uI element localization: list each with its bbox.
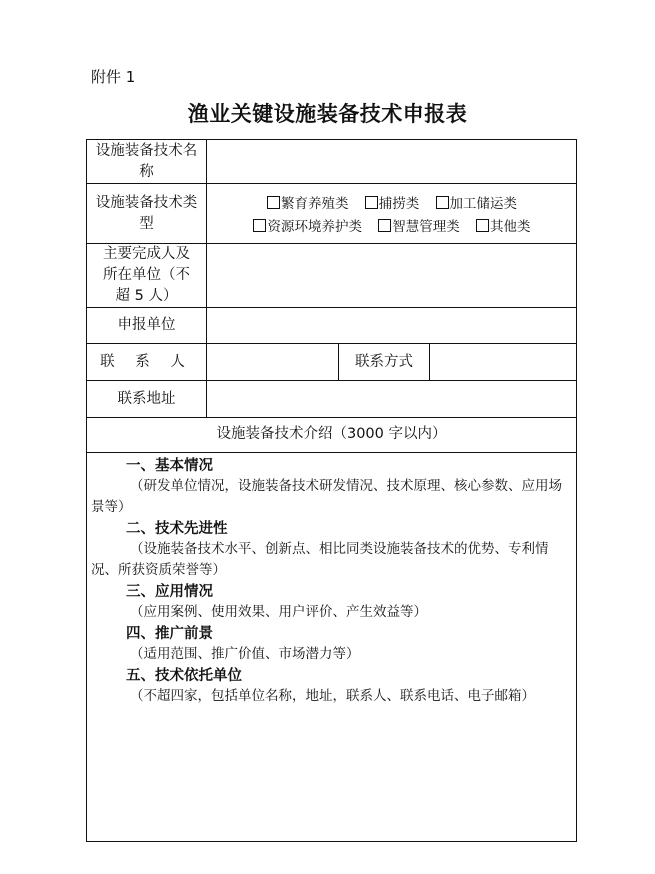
- section-description: （应用案例、使用效果、用户评价、产生效益等）: [130, 604, 427, 620]
- checkbox-icon: [378, 219, 391, 232]
- section-description: （研发单位情况，设施装备技术研发情况、技术原理、核心参数、应用场景等）: [91, 478, 562, 515]
- checkbox-icon: [253, 219, 266, 232]
- persons-field[interactable]: [207, 244, 576, 307]
- option-smart[interactable]: 智慧管理类: [378, 215, 460, 235]
- tech-type-options: [208, 184, 576, 244]
- option-other[interactable]: 其他类: [476, 215, 531, 235]
- checkbox-icon: [365, 196, 378, 209]
- option-fishing[interactable]: 捕捞类: [365, 192, 420, 212]
- section-heading: 四、推广前景: [126, 626, 213, 642]
- application-form: [86, 139, 577, 842]
- unit-label: 申报单位: [117, 317, 176, 333]
- unit-field[interactable]: [207, 308, 576, 343]
- section-heading: 一、基本情况: [126, 458, 213, 474]
- attachment-label: 附件 1: [91, 68, 136, 86]
- address-label: 联系地址: [117, 390, 176, 407]
- intro-header: 设施装备技术介绍（3000 字以内）: [216, 426, 447, 442]
- section-heading: 三、应用情况: [126, 584, 213, 600]
- option-breeding[interactable]: 繁育养殖类: [267, 192, 349, 212]
- option-resource[interactable]: 资源环境养护类: [253, 215, 362, 235]
- section-heading: 二、技术先进性: [126, 521, 228, 537]
- tech-type-label: 设施装备技术类型: [95, 194, 198, 232]
- section-description: （不超四家，包括单位名称，地址，联系人、联系电话、电子邮箱）: [130, 688, 535, 704]
- tech-name-label: 设施装备技术名称: [95, 142, 198, 180]
- option-processing[interactable]: 加工储运类: [436, 192, 518, 212]
- contact-method-label: 联系方式: [355, 353, 413, 370]
- tech-name-field[interactable]: [207, 140, 576, 183]
- checkbox-icon: [476, 219, 489, 232]
- page-title: 渔业关键设施装备技术申报表: [187, 101, 468, 126]
- persons-label: 主要完成人及所在单位（不超 5 人）: [103, 246, 190, 304]
- address-field[interactable]: [207, 381, 576, 417]
- checkbox-icon: [267, 196, 280, 209]
- contact-person-field[interactable]: [207, 344, 338, 380]
- contact-person-label: 联 系 人: [100, 353, 193, 370]
- section-description: （适用范围、推广价值、市场潜力等）: [130, 646, 360, 662]
- row-divider: [87, 452, 576, 453]
- checkbox-icon: [436, 196, 449, 209]
- section-description: （设施装备技术水平、创新点、相比同类设施装备技术的优势、专利情况、所获资质荣誉等）: [91, 541, 549, 578]
- contact-method-field[interactable]: [430, 344, 576, 380]
- section-heading: 五、技术依托单位: [126, 668, 242, 684]
